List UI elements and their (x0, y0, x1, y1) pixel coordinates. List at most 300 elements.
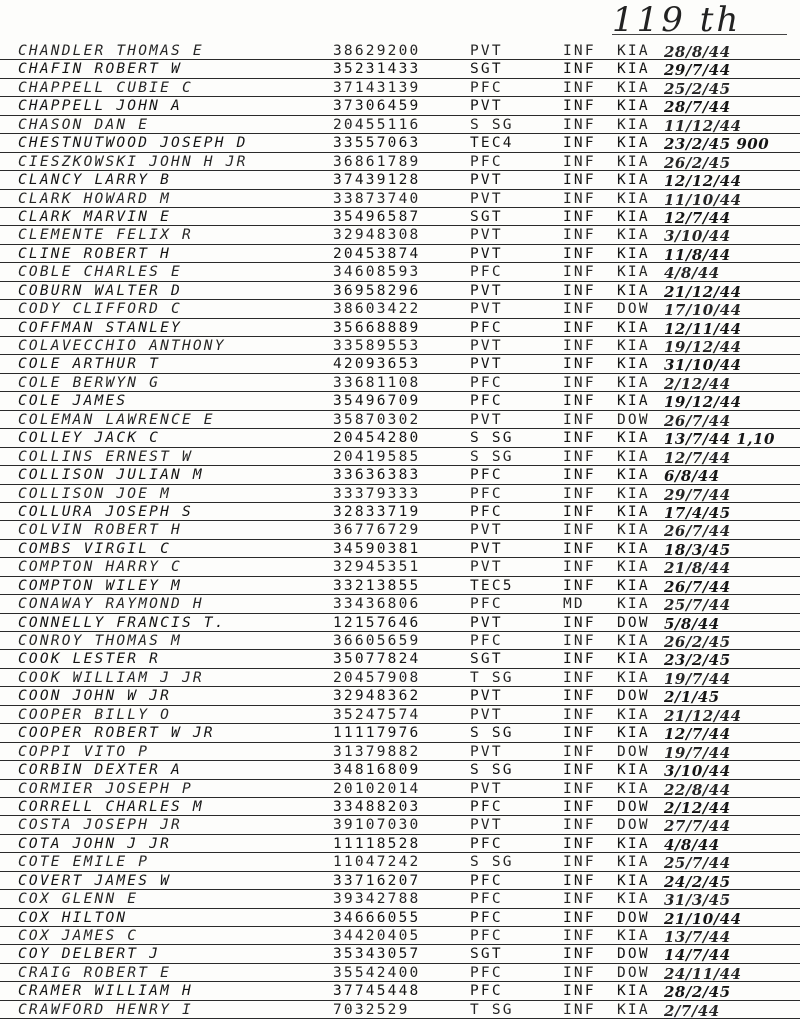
cell-date: 12/7/44 (664, 448, 731, 467)
cell-serial: 7032529 (333, 1001, 410, 1018)
table-row (0, 780, 800, 798)
cell-arm: INF (563, 172, 596, 189)
cell-rank: S SG (470, 116, 514, 133)
cell-date: 29/7/44 (664, 61, 731, 79)
cell-name: CLARK HOWARD M (18, 190, 172, 207)
cell-name: CRAWFORD HENRY I (18, 1001, 193, 1018)
cell-date: 17/4/45 (664, 503, 731, 522)
cell-date: 23/2/45 900 (664, 135, 770, 153)
cell-arm: INF (563, 430, 596, 447)
cell-date: 5/8/44 (664, 614, 720, 632)
cell-date: 12/7/44 (664, 725, 731, 743)
table-row (0, 171, 800, 189)
cell-serial: 34590381 (333, 540, 421, 557)
cell-date: 12/12/44 (664, 172, 742, 190)
cell-date: 14/7/44 (664, 946, 731, 964)
table-row (0, 872, 800, 890)
table-row (0, 134, 800, 152)
cell-date: 4/8/44 (664, 835, 720, 854)
table-row (0, 558, 800, 576)
cell-serial: 38629200 (333, 43, 421, 59)
cell-date: 12/7/44 (664, 208, 731, 227)
cell-serial: 36958296 (333, 282, 421, 299)
cell-arm: INF (563, 190, 596, 207)
cell-status: KIA (617, 1001, 650, 1018)
table-row (0, 798, 800, 816)
table-row (0, 853, 800, 871)
cell-serial: 38603422 (333, 301, 421, 318)
cell-rank: SGT (470, 946, 503, 963)
cell-name: COPPI VITO P (18, 743, 150, 760)
cell-serial: 34608593 (333, 264, 421, 281)
cell-arm: INF (563, 356, 596, 373)
table-row (0, 614, 800, 632)
table-row (0, 743, 800, 761)
cell-name: COLE JAMES (18, 393, 128, 410)
cell-rank: PVT (470, 706, 503, 723)
cell-name: COLLINS ERNEST W (18, 448, 193, 465)
table-row (0, 300, 800, 318)
cell-arm: INF (563, 116, 596, 133)
cell-date: 2/1/45 (664, 688, 720, 706)
cell-name: CONROY THOMAS M (18, 633, 182, 649)
cell-date: 2/12/44 (664, 798, 731, 817)
cell-serial: 20455116 (333, 116, 421, 133)
table-row (0, 42, 800, 60)
cell-serial: 35496709 (333, 393, 421, 410)
cell-date: 19/12/44 (664, 393, 742, 411)
cell-arm: INF (563, 577, 596, 594)
table-row (0, 761, 800, 779)
cell-name: CRAIG ROBERT E (18, 964, 172, 981)
cell-arm: INF (563, 208, 596, 225)
cell-serial: 33716207 (333, 872, 421, 889)
cell-name: CHASON DAN E (18, 116, 150, 133)
cell-date: 3/10/44 (664, 227, 731, 245)
cell-rank: PVT (470, 817, 503, 834)
cell-serial: 36861789 (333, 153, 421, 170)
cell-arm: INF (563, 282, 596, 299)
cell-arm: INF (563, 559, 596, 576)
cell-date: 24/2/45 (664, 872, 731, 891)
table-row (0, 595, 800, 613)
table-row (0, 927, 800, 945)
cell-date: 13/7/44 (664, 928, 731, 946)
cell-status: KIA (617, 633, 650, 649)
cell-rank: PVT (470, 743, 503, 760)
cell-status: DOW (617, 964, 650, 981)
cell-status: KIA (617, 172, 650, 189)
table-row (0, 485, 800, 503)
cell-name: CORRELL CHARLES M (18, 798, 204, 815)
cell-status: KIA (617, 448, 650, 465)
table-row (0, 116, 800, 134)
table-row (0, 835, 800, 853)
cell-date: 21/10/44 (664, 909, 742, 927)
cell-date: 25/7/44 (664, 854, 731, 872)
cell-serial: 33436806 (333, 596, 421, 613)
cell-status: KIA (617, 596, 650, 613)
table-row (0, 945, 800, 963)
cell-arm: INF (563, 411, 596, 428)
cell-date: 21/12/44 (664, 706, 742, 725)
cell-serial: 34420405 (333, 928, 421, 944)
cell-serial: 37439128 (333, 172, 421, 189)
cell-status: DOW (617, 946, 650, 963)
cell-arm: INF (563, 725, 596, 742)
cell-name: CLEMENTE FELIX R (18, 227, 193, 244)
cell-name: CHAPPELL JOHN A (18, 98, 182, 115)
cell-name: COLE ARTHUR T (18, 356, 161, 373)
cell-status: KIA (617, 153, 650, 170)
cell-name: CODY CLIFFORD C (18, 301, 182, 318)
cell-date: 21/8/44 (664, 559, 731, 577)
cell-serial: 32948362 (333, 688, 421, 705)
table-row (0, 724, 800, 742)
cell-serial: 35870302 (333, 411, 421, 428)
cell-status: KIA (617, 891, 650, 908)
cell-rank: PFC (470, 964, 503, 981)
cell-status: KIA (617, 319, 650, 336)
cell-rank: PFC (470, 264, 503, 281)
cell-serial: 33213855 (333, 577, 421, 594)
cell-status: DOW (617, 909, 650, 926)
table-row (0, 392, 800, 410)
cell-serial: 35343057 (333, 946, 421, 963)
cell-date: 26/7/44 (664, 411, 731, 430)
cell-rank: S SG (470, 430, 514, 447)
cell-rank: PVT (470, 338, 503, 354)
cell-rank: PVT (470, 559, 503, 576)
cell-serial: 35231433 (333, 61, 421, 78)
cell-date: 26/2/45 (664, 633, 731, 651)
table-row (0, 411, 800, 429)
cell-arm: INF (563, 780, 596, 797)
cell-name: CORBIN DEXTER A (18, 762, 182, 779)
cell-date: 24/11/44 (664, 964, 742, 983)
cell-date: 21/12/44 (664, 282, 742, 301)
table-row (0, 448, 800, 466)
cell-arm: INF (563, 983, 596, 1000)
cell-name: COLEMAN LAWRENCE E (18, 411, 215, 428)
cell-status: KIA (617, 522, 650, 539)
table-row (0, 466, 800, 484)
cell-name: COBURN WALTER D (18, 282, 182, 299)
cell-serial: 35542400 (333, 964, 421, 981)
cell-arm: INF (563, 374, 596, 391)
cell-rank: SGT (470, 61, 503, 78)
cell-arm: INF (563, 706, 596, 723)
table-row (0, 890, 800, 908)
cell-arm: INF (563, 1001, 596, 1018)
cell-status: KIA (617, 61, 650, 78)
cell-arm: INF (563, 503, 596, 520)
table-row (0, 97, 800, 115)
cell-name: CONNELLY FRANCIS T. (18, 614, 226, 631)
cell-arm: INF (563, 135, 596, 152)
cell-arm: MD (563, 596, 585, 613)
cell-date: 2/7/44 (664, 1001, 720, 1019)
cell-date: 31/3/45 (664, 891, 731, 909)
cell-name: CLINE ROBERT H (18, 245, 172, 262)
cell-date: 25/7/44 (664, 596, 731, 614)
cell-name: CONAWAY RAYMOND H (18, 596, 204, 613)
cell-serial: 33488203 (333, 798, 421, 815)
cell-arm: INF (563, 485, 596, 502)
cell-status: KIA (617, 467, 650, 484)
cell-rank: S SG (470, 762, 514, 779)
cell-rank: PFC (470, 909, 503, 926)
cell-rank: PFC (470, 393, 503, 410)
table-row (0, 503, 800, 521)
table-row (0, 1001, 800, 1019)
cell-rank: S SG (470, 854, 514, 871)
cell-arm: INF (563, 743, 596, 760)
cell-name: CIESZKOWSKI JOHN H JR (18, 153, 248, 170)
cell-rank: PVT (470, 43, 503, 59)
cell-serial: 33873740 (333, 190, 421, 207)
cell-serial: 32948308 (333, 227, 421, 244)
cell-status: KIA (617, 835, 650, 852)
table-row (0, 190, 800, 208)
cell-serial: 39342788 (333, 891, 421, 908)
cell-date: 2/12/44 (664, 374, 731, 393)
cell-status: KIA (617, 577, 650, 594)
cell-rank: PVT (470, 98, 503, 115)
cell-serial: 35496587 (333, 208, 421, 225)
cell-arm: INF (563, 448, 596, 465)
cell-status: KIA (617, 264, 650, 281)
cell-rank: PFC (470, 319, 503, 336)
cell-date: 27/7/44 (664, 817, 731, 835)
cell-arm: INF (563, 798, 596, 815)
table-row (0, 374, 800, 392)
cell-date: 26/2/45 (664, 153, 731, 172)
cell-serial: 11047242 (333, 854, 421, 871)
cell-status: KIA (617, 356, 650, 373)
cell-serial: 32833719 (333, 503, 421, 520)
cell-rank: S SG (470, 448, 514, 465)
table-row (0, 282, 800, 300)
cell-name: COMBS VIRGIL C (18, 540, 172, 557)
cell-status: KIA (617, 245, 650, 262)
cell-date: 28/7/44 (664, 98, 731, 116)
table-row (0, 263, 800, 281)
cell-name: COOPER ROBERT W JR (18, 725, 215, 742)
cell-date: 19/7/44 (664, 669, 731, 688)
cell-serial: 34816809 (333, 762, 421, 779)
table-row (0, 540, 800, 558)
cell-status: KIA (617, 928, 650, 944)
cell-rank: PFC (470, 928, 503, 944)
cell-arm: INF (563, 393, 596, 410)
cell-rank: PVT (470, 227, 503, 244)
cell-status: DOW (617, 688, 650, 705)
table-row (0, 153, 800, 171)
cell-name: COMPTON HARRY C (18, 559, 182, 576)
cell-arm: INF (563, 964, 596, 981)
cell-status: DOW (617, 743, 650, 760)
table-row (0, 687, 800, 705)
cell-arm: INF (563, 301, 596, 318)
cell-serial: 33681108 (333, 374, 421, 391)
cell-name: COX JAMES C (18, 928, 139, 944)
cell-rank: PVT (470, 540, 503, 557)
cell-status: KIA (617, 338, 650, 354)
cell-status: KIA (617, 430, 650, 447)
cell-date: 25/2/45 (664, 79, 731, 98)
cell-rank: PFC (470, 983, 503, 1000)
table-row (0, 964, 800, 982)
cell-name: COLAVECCHIO ANTHONY (18, 338, 226, 354)
table-row (0, 982, 800, 1000)
cell-name: COOK LESTER R (18, 651, 161, 668)
cell-status: KIA (617, 872, 650, 889)
cell-date: 23/2/45 (664, 651, 731, 669)
cell-date: 11/12/44 (664, 116, 742, 135)
cell-status: KIA (617, 503, 650, 520)
cell-arm: INF (563, 79, 596, 96)
cell-arm: INF (563, 61, 596, 78)
cell-rank: PFC (470, 374, 503, 391)
cell-serial: 35668889 (333, 319, 421, 336)
cell-status: KIA (617, 43, 650, 59)
cell-serial: 35077824 (333, 651, 421, 668)
cell-serial: 33589553 (333, 338, 421, 354)
cell-arm: INF (563, 909, 596, 926)
cell-arm: INF (563, 245, 596, 262)
cell-rank: PVT (470, 688, 503, 705)
cell-date: 6/8/44 (664, 467, 720, 485)
cell-date: 17/10/44 (664, 301, 742, 319)
cell-status: KIA (617, 393, 650, 410)
cell-name: CHESTNUTWOOD JOSEPH D (18, 135, 248, 152)
cell-status: DOW (617, 798, 650, 815)
header-underline (612, 34, 787, 35)
cell-serial: 34666055 (333, 909, 421, 926)
table-row (0, 577, 800, 595)
table-row (0, 429, 800, 447)
cell-status: KIA (617, 98, 650, 115)
cell-date: 11/8/44 (664, 245, 731, 264)
cell-name: COLLURA JOSEPH S (18, 503, 193, 520)
cell-name: CLANCY LARRY B (18, 172, 172, 189)
cell-rank: PVT (470, 522, 503, 539)
cell-rank: PFC (470, 467, 503, 484)
cell-status: KIA (617, 116, 650, 133)
cell-date: 31/10/44 (664, 356, 742, 374)
cell-status: KIA (617, 706, 650, 723)
table-row (0, 245, 800, 263)
cell-arm: INF (563, 817, 596, 834)
cell-serial: 20419585 (333, 448, 421, 465)
table-row (0, 79, 800, 97)
cell-rank: TEC5 (470, 577, 514, 594)
cell-name: COON JOHN W JR (18, 688, 172, 705)
cell-rank: PVT (470, 614, 503, 631)
table-row (0, 909, 800, 927)
unit-handwritten-mark: 119 th (612, 0, 742, 40)
cell-name: COBLE CHARLES E (18, 264, 182, 281)
cell-status: KIA (617, 135, 650, 152)
cell-arm: INF (563, 98, 596, 115)
cell-arm: INF (563, 264, 596, 281)
cell-serial: 11118528 (333, 835, 421, 852)
cell-serial: 36776729 (333, 522, 421, 539)
cell-name: COVERT JAMES W (18, 872, 172, 889)
cell-name: COLLEY JACK C (18, 430, 161, 447)
cell-date: 28/2/45 (664, 983, 731, 1001)
cell-arm: INF (563, 338, 596, 354)
cell-arm: INF (563, 891, 596, 908)
cell-name: COY DELBERT J (18, 946, 161, 963)
table-row (0, 816, 800, 834)
cell-arm: INF (563, 522, 596, 539)
cell-rank: PVT (470, 190, 503, 207)
cell-arm: INF (563, 688, 596, 705)
cell-rank: PVT (470, 356, 503, 373)
cell-date: 19/12/44 (664, 338, 742, 356)
cell-date: 26/7/44 (664, 522, 731, 540)
cell-date: 4/8/44 (664, 264, 720, 282)
cell-arm: INF (563, 946, 596, 963)
cell-date: 13/7/44 1,10 (664, 430, 775, 448)
cell-arm: INF (563, 762, 596, 779)
cell-status: KIA (617, 725, 650, 742)
cell-rank: T SG (470, 669, 514, 686)
cell-name: COTA JOHN J JR (18, 835, 172, 852)
cell-rank: PVT (470, 282, 503, 299)
cell-rank: PFC (470, 485, 503, 502)
cell-serial: 32945351 (333, 559, 421, 576)
cell-serial: 12157646 (333, 614, 421, 631)
cell-serial: 33379333 (333, 485, 421, 502)
cell-date: 28/8/44 (664, 43, 731, 61)
cell-status: DOW (617, 817, 650, 834)
cell-arm: INF (563, 669, 596, 686)
cell-name: COLLISON JULIAN M (18, 467, 204, 484)
table-row (0, 650, 800, 668)
cell-status: DOW (617, 411, 650, 428)
cell-arm: INF (563, 928, 596, 944)
casualty-list (0, 42, 800, 1019)
table-row (0, 319, 800, 337)
cell-rank: PVT (470, 411, 503, 428)
cell-rank: PFC (470, 79, 503, 96)
cell-name: COLVIN ROBERT H (18, 522, 182, 539)
cell-status: DOW (617, 614, 650, 631)
cell-date: 11/10/44 (664, 190, 742, 208)
cell-arm: INF (563, 467, 596, 484)
table-row (0, 337, 800, 355)
cell-name: COOPER BILLY O (18, 706, 172, 723)
cell-status: KIA (617, 983, 650, 1000)
cell-name: COFFMAN STANLEY (18, 319, 182, 336)
cell-arm: INF (563, 633, 596, 649)
cell-arm: INF (563, 227, 596, 244)
table-row (0, 632, 800, 650)
cell-rank: SGT (470, 208, 503, 225)
cell-status: KIA (617, 190, 650, 207)
cell-name: COX GLENN E (18, 891, 139, 908)
cell-name: COMPTON WILEY M (18, 577, 182, 594)
table-row (0, 226, 800, 244)
cell-arm: INF (563, 540, 596, 557)
cell-arm: INF (563, 43, 596, 59)
cell-arm: INF (563, 854, 596, 871)
cell-name: CHAPPELL CUBIE C (18, 79, 193, 96)
cell-serial: 37306459 (333, 98, 421, 115)
